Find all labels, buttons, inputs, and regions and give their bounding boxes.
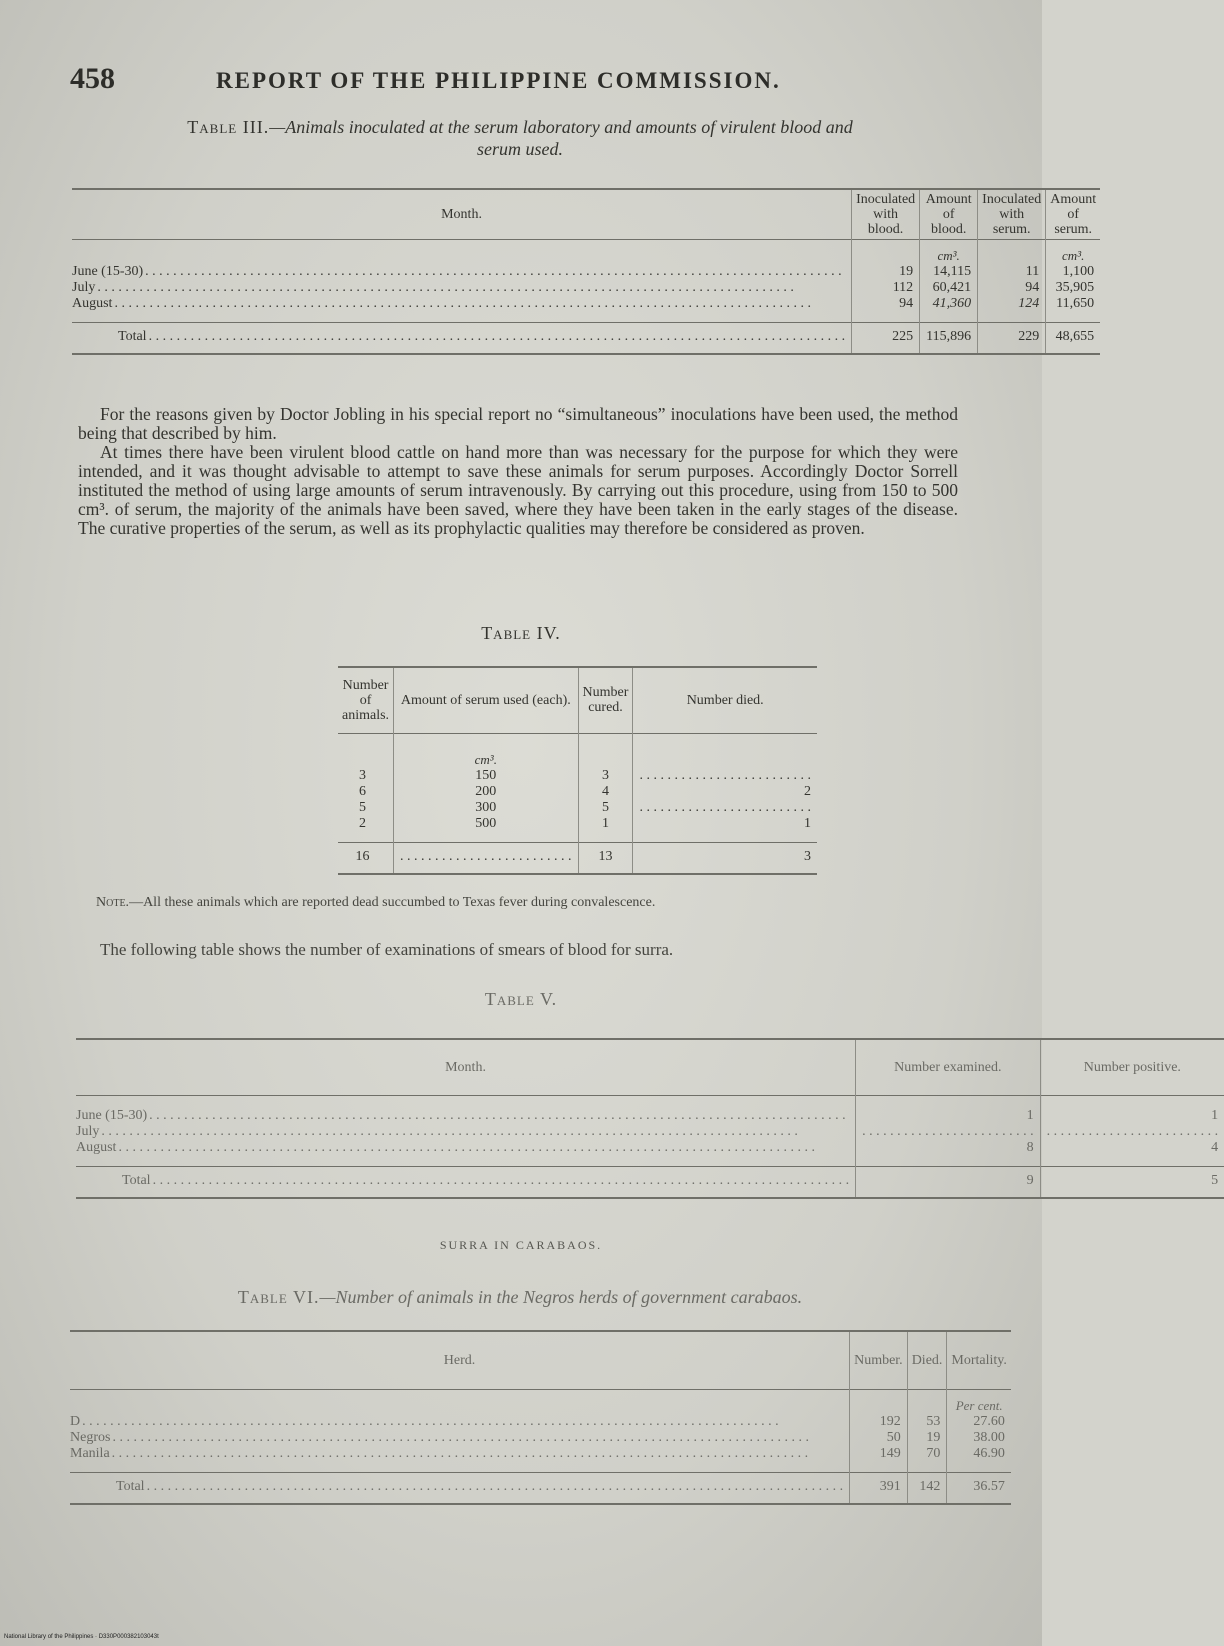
table4-cell: 4	[578, 784, 633, 800]
table4-caption	[0, 622, 1042, 644]
table5-cell: 8	[856, 1140, 1041, 1167]
table6-header-herd: Herd.	[443, 1352, 476, 1368]
table5-title: Table V.	[484, 989, 558, 1009]
table4-total-cell	[394, 842, 579, 874]
table3	[72, 188, 1100, 355]
table6-header-died: Died.	[907, 1331, 947, 1389]
table4-total-cell: 13	[578, 842, 633, 874]
table3-cell: 124	[978, 296, 1046, 323]
table6-total-cell: 36.57	[947, 1472, 1011, 1504]
table3-cell: 19	[852, 240, 920, 281]
table3-cell: 94	[978, 280, 1046, 296]
table4-title: Table IV.	[481, 623, 561, 643]
table3-row-month: July . . .	[72, 280, 852, 296]
running-title: REPORT OF THE PHILIPPINE COMMISSION.	[216, 68, 781, 93]
table3-cell: 35,905	[1046, 280, 1100, 296]
table5-header-month: Month.	[445, 1059, 486, 1075]
table4-note	[96, 895, 966, 911]
table4-cell: 1	[578, 816, 633, 843]
table3-title-line1: —Animals inoculated at the serum laboratory and amounts of virulent blood and	[269, 117, 853, 137]
table4-cell: 3	[578, 733, 633, 784]
table5-total-label: Total . . .	[76, 1166, 856, 1198]
note-label: Note.	[96, 895, 130, 910]
table3-cell: cm³. 14,115	[920, 240, 978, 281]
table6-label: Table VI.	[237, 1287, 320, 1307]
table3-cell: 60,421	[920, 280, 978, 296]
table3-row-month: August . . .	[72, 296, 852, 323]
table6-cell: 149	[850, 1446, 908, 1473]
table3-total-cell: 48,655	[1046, 323, 1100, 355]
table3-cell: 41,360	[920, 296, 978, 323]
table3-total-label: Total . . .	[72, 323, 852, 355]
table4-cell: 300	[394, 800, 579, 816]
table6-cell: 192	[850, 1389, 908, 1430]
table6-cell: 50	[850, 1430, 908, 1446]
table4-cell: 500	[394, 816, 579, 843]
table6-caption	[70, 1286, 970, 1308]
table5-row-month: July . . .	[76, 1124, 856, 1140]
page-header	[70, 62, 970, 102]
table6-cell: 38.00	[947, 1430, 1011, 1446]
table4-cell: 200	[394, 784, 579, 800]
table3-total-cell: 115,896	[920, 323, 978, 355]
table3-label: Table III.	[187, 117, 270, 137]
table6-cell: 19	[907, 1430, 947, 1446]
table4	[338, 666, 817, 875]
table3-title-line2: serum used.	[477, 139, 563, 159]
table4-cell: 2	[359, 815, 367, 831]
table4-total-cell: 3	[633, 842, 817, 874]
table6-cell: 46.90	[947, 1446, 1011, 1473]
table5-cell: 4	[1040, 1140, 1224, 1167]
table4-header-died: Number died.	[633, 667, 817, 733]
table6-total-cell: 391	[850, 1472, 908, 1504]
table6-cell: Per cent. 27.60	[947, 1389, 1011, 1430]
table5-intro: The following table shows the number of examinations of smears of blood for surra.	[100, 940, 674, 959]
table3-total-cell: 225	[852, 323, 920, 355]
table3-cell: 11	[978, 240, 1046, 281]
table6-total-label: Total . . .	[70, 1472, 850, 1504]
table4-cell: 5	[578, 800, 633, 816]
table5-header-examined: Number examined.	[856, 1039, 1041, 1095]
table5-header-positive: Number positive.	[1040, 1039, 1224, 1095]
table6-row-herd: D . . .	[70, 1389, 850, 1430]
table5-row-month: June (15-30) . . .	[76, 1095, 856, 1124]
table5-total-cell: 5	[1040, 1166, 1224, 1198]
table6-total-cell: 142	[907, 1472, 947, 1504]
table5-cell: 1	[856, 1095, 1041, 1124]
table6-header-mortality: Mortality.	[947, 1331, 1011, 1389]
table5-caption	[0, 988, 1042, 1010]
table6-row-herd: Negros . . .	[70, 1430, 850, 1446]
table4-header-serum: Amount of serum used (each).	[394, 667, 579, 733]
table4-cell	[633, 800, 817, 816]
table4-cell: cm³. 150	[394, 733, 579, 784]
table3-caption	[70, 116, 970, 160]
paragraph: At times there have been virulent blood cattle on hand more than was necessary for the purpose for which they were intended, and it was thought advisable to attempt to save these animals for serum purposes. Accordingly Doctor Sorrell instituted the method of using large amounts of serum intravenously. By carrying out this procedure, using from 150 to 500 cm³. of serum, the majority of the animals have been saved, where they have been taken in the early stages of the disease. The curative properties of the serum, as well as its prophylactic qualities may therefore be considered as proven.	[78, 442, 958, 538]
note-text: —All these animals which are reported dead succumbed to Texas fever during convalescence.	[129, 895, 656, 910]
table3-cell: 112	[852, 280, 920, 296]
table4-total-cell: 16	[355, 848, 370, 864]
table3-header-month: Month.	[441, 207, 482, 222]
table5-row-month: August . . .	[76, 1140, 856, 1167]
table4-cell: 6	[359, 783, 367, 799]
scan-footer: National Library of the Philippines · D330P000382103043t	[4, 1634, 159, 1640]
table6-header-number: Number.	[850, 1331, 908, 1389]
table3-total-cell: 229	[978, 323, 1046, 355]
table4-header-animals: Number of animals.	[342, 677, 390, 723]
table3-header-amt-blood: Amount of blood.	[920, 189, 978, 240]
table4-cell: 5	[359, 799, 367, 815]
table6-title: —Number of animals in the Negros herds of government carabaos.	[319, 1287, 803, 1307]
page-number: 458	[70, 62, 115, 95]
table3-header-inoc-serum: Inoculated with serum.	[978, 189, 1046, 240]
table5	[76, 1038, 1224, 1199]
body-text	[78, 405, 958, 538]
table5-cell	[856, 1124, 1041, 1140]
table3-header-amt-serum: Amount of serum.	[1046, 189, 1100, 240]
table5-cell: 1	[1040, 1095, 1224, 1124]
table3-cell: 11,650	[1046, 296, 1100, 323]
table3-cell: 94	[852, 296, 920, 323]
paragraph: For the reasons given by Doctor Jobling in his special report no “simultaneous” inoculations have been used, the method being that described by him.	[78, 404, 958, 443]
section-heading: SURRA IN CARABAOS.	[439, 1238, 603, 1252]
table6-row-herd: Manila . . .	[70, 1446, 850, 1473]
table6-cell: 70	[907, 1446, 947, 1473]
table5-total-cell: 9	[856, 1166, 1041, 1198]
table4-cell: 3	[359, 767, 367, 783]
table4-cell: 2	[633, 784, 817, 800]
table3-header-inoc-blood: Inoculated with blood.	[852, 189, 920, 240]
table3-row-month: June (15-30) . . .	[72, 240, 852, 281]
table4-cell: 1	[633, 816, 817, 843]
table6	[70, 1330, 1011, 1505]
table3-cell: cm³. 1,100	[1046, 240, 1100, 281]
table5-cell	[1040, 1124, 1224, 1140]
table4-cell	[633, 733, 817, 784]
table6-cell: 53	[907, 1389, 947, 1430]
table4-header-cured: Number cured.	[578, 667, 633, 733]
